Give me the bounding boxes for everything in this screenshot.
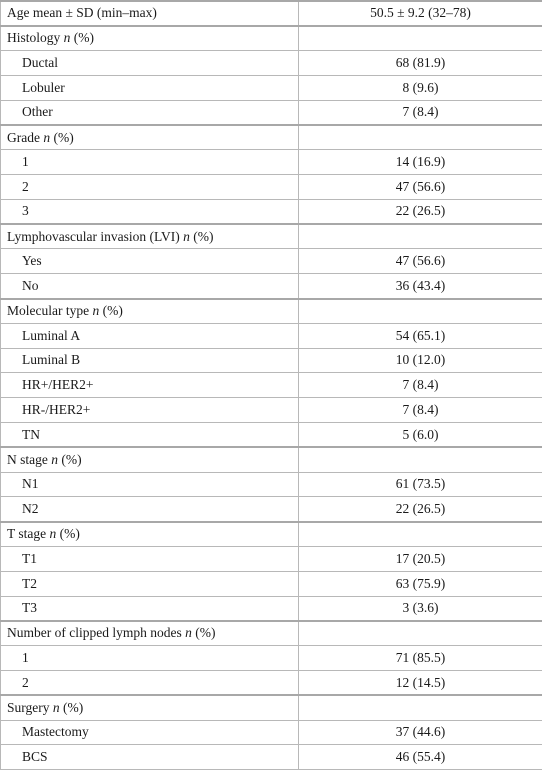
row-label: Ductal [22, 54, 58, 70]
value-cell: 68 (81.9) [299, 51, 542, 76]
table-row [1, 274, 542, 299]
value-cell: 63 (75.9) [299, 571, 542, 596]
row-unit: n [183, 228, 190, 244]
table-section-row [1, 26, 542, 51]
category-label-cell [1, 646, 299, 671]
row-unit-suffix: (%) [56, 526, 80, 542]
row-label: 1 [22, 154, 29, 170]
value-cell: 50.5 ± 9.2 (32–78) [299, 1, 542, 26]
category-label-cell [1, 75, 299, 100]
table-row [1, 547, 542, 572]
category-label-cell [1, 423, 299, 448]
table-row [1, 720, 542, 745]
row-label: 1 [22, 650, 29, 666]
row-label: Histology [7, 30, 61, 46]
row-label: T2 [22, 575, 37, 591]
row-label: Number of clipped lymph nodes [7, 625, 182, 641]
row-unit-suffix: (%) [99, 303, 123, 319]
table-row [1, 423, 542, 448]
table-row [1, 472, 542, 497]
value-cell: 7 (8.4) [299, 100, 542, 125]
row-unit: n [51, 451, 58, 467]
table-section-row [1, 1, 542, 26]
row-label: Mastectomy [22, 724, 89, 740]
table-row [1, 398, 542, 423]
row-unit-suffix: (%) [191, 625, 216, 641]
row-unit: n [52, 699, 60, 715]
row-unit: n [92, 303, 100, 319]
section-label-cell [1, 224, 299, 249]
row-label: HR-/HER2+ [22, 402, 91, 418]
value-cell: 12 (14.5) [299, 671, 542, 696]
table-row [1, 671, 542, 696]
row-label: Grade [7, 129, 40, 145]
row-unit: n [185, 625, 192, 641]
category-label-cell [1, 274, 299, 299]
category-label-cell [1, 671, 299, 696]
value-cell: 37 (44.6) [299, 720, 542, 745]
value-cell [299, 695, 542, 720]
row-label: No [22, 277, 39, 293]
table-section-row [1, 224, 542, 249]
table-row [1, 199, 542, 224]
row-unit: n [49, 526, 57, 542]
section-label-cell [1, 695, 299, 720]
value-cell [299, 26, 542, 51]
row-unit-suffix: (%) [58, 451, 82, 467]
section-label-cell [1, 447, 299, 472]
category-label-cell [1, 150, 299, 175]
table-section-row [1, 621, 542, 646]
section-label-cell [1, 621, 299, 646]
value-cell [299, 224, 542, 249]
value-cell [299, 522, 542, 547]
category-label-cell [1, 398, 299, 423]
table-section-row [1, 125, 542, 150]
value-cell: 54 (65.1) [299, 323, 542, 348]
row-unit-suffix: (%) [50, 129, 74, 145]
row-label: Age mean ± SD (min–max) [7, 5, 157, 21]
row-label: 3 [22, 203, 29, 219]
table-row [1, 175, 542, 200]
category-label-cell [1, 175, 299, 200]
value-cell: 22 (26.5) [299, 497, 542, 522]
category-label-cell [1, 745, 299, 770]
value-cell [299, 621, 542, 646]
value-cell: 22 (26.5) [299, 199, 542, 224]
row-label: BCS [22, 749, 48, 765]
value-cell [299, 447, 542, 472]
value-cell: 10 (12.0) [299, 348, 542, 373]
table-section-row [1, 447, 542, 472]
table-row [1, 249, 542, 274]
table-row [1, 150, 542, 175]
table-section-row [1, 522, 542, 547]
row-label: N stage [7, 451, 48, 467]
value-cell: 7 (8.4) [299, 373, 542, 398]
section-label-cell [1, 522, 299, 547]
category-label-cell [1, 720, 299, 745]
section-label-cell [1, 26, 299, 51]
category-label-cell [1, 199, 299, 224]
row-label: 2 [22, 674, 29, 690]
value-cell: 7 (8.4) [299, 398, 542, 423]
table-row [1, 497, 542, 522]
value-cell: 36 (43.4) [299, 274, 542, 299]
table-row [1, 51, 542, 76]
table-row [1, 646, 542, 671]
category-label-cell [1, 596, 299, 621]
value-cell [299, 125, 542, 150]
row-label: T stage [7, 526, 47, 542]
value-cell: 47 (56.6) [299, 249, 542, 274]
table-row [1, 323, 542, 348]
row-label: Luminal B [22, 352, 81, 368]
category-label-cell [1, 571, 299, 596]
table-row [1, 571, 542, 596]
table-row [1, 75, 542, 100]
table-row [1, 373, 542, 398]
value-cell: 61 (73.5) [299, 472, 542, 497]
row-unit: n [43, 129, 51, 145]
table-row [1, 348, 542, 373]
row-label: N1 [22, 476, 39, 492]
row-label: TN [22, 426, 40, 442]
value-cell: 5 (6.0) [299, 423, 542, 448]
section-label-cell [1, 125, 299, 150]
row-label: HR+/HER2+ [22, 377, 94, 393]
category-label-cell [1, 100, 299, 125]
table-row [1, 596, 542, 621]
category-label-cell [1, 348, 299, 373]
row-label: Luminal A [22, 327, 81, 343]
row-unit-suffix: (%) [59, 699, 84, 715]
value-cell [299, 299, 542, 324]
table-body [1, 1, 542, 770]
category-label-cell [1, 51, 299, 76]
row-label: N2 [22, 500, 39, 516]
table-section-row [1, 299, 542, 324]
value-cell: 17 (20.5) [299, 547, 542, 572]
section-label-cell [1, 299, 299, 324]
row-label: Other [22, 104, 53, 120]
row-label: T1 [22, 550, 37, 566]
category-label-cell [1, 472, 299, 497]
row-label: T3 [22, 600, 37, 616]
value-cell: 47 (56.6) [299, 175, 542, 200]
row-label: Surgery [7, 699, 50, 715]
category-label-cell [1, 547, 299, 572]
category-label-cell [1, 323, 299, 348]
row-label: Yes [22, 253, 42, 269]
value-cell: 46 (55.4) [299, 745, 542, 770]
section-label-cell [1, 1, 299, 26]
value-cell: 71 (85.5) [299, 646, 542, 671]
table-row [1, 745, 542, 770]
row-unit: n [63, 30, 71, 46]
value-cell: 8 (9.6) [299, 75, 542, 100]
row-label: 2 [22, 178, 29, 194]
category-label-cell [1, 249, 299, 274]
category-label-cell [1, 373, 299, 398]
row-label: Lobuler [22, 79, 65, 95]
row-unit-suffix: (%) [189, 228, 214, 244]
table-row [1, 100, 542, 125]
category-label-cell [1, 497, 299, 522]
value-cell: 3 (3.6) [299, 596, 542, 621]
table-section-row [1, 695, 542, 720]
row-label: Molecular type [7, 303, 90, 319]
row-unit-suffix: (%) [70, 30, 95, 46]
value-cell: 14 (16.9) [299, 150, 542, 175]
row-label: Lymphovascular invasion (LVI) [7, 228, 180, 244]
